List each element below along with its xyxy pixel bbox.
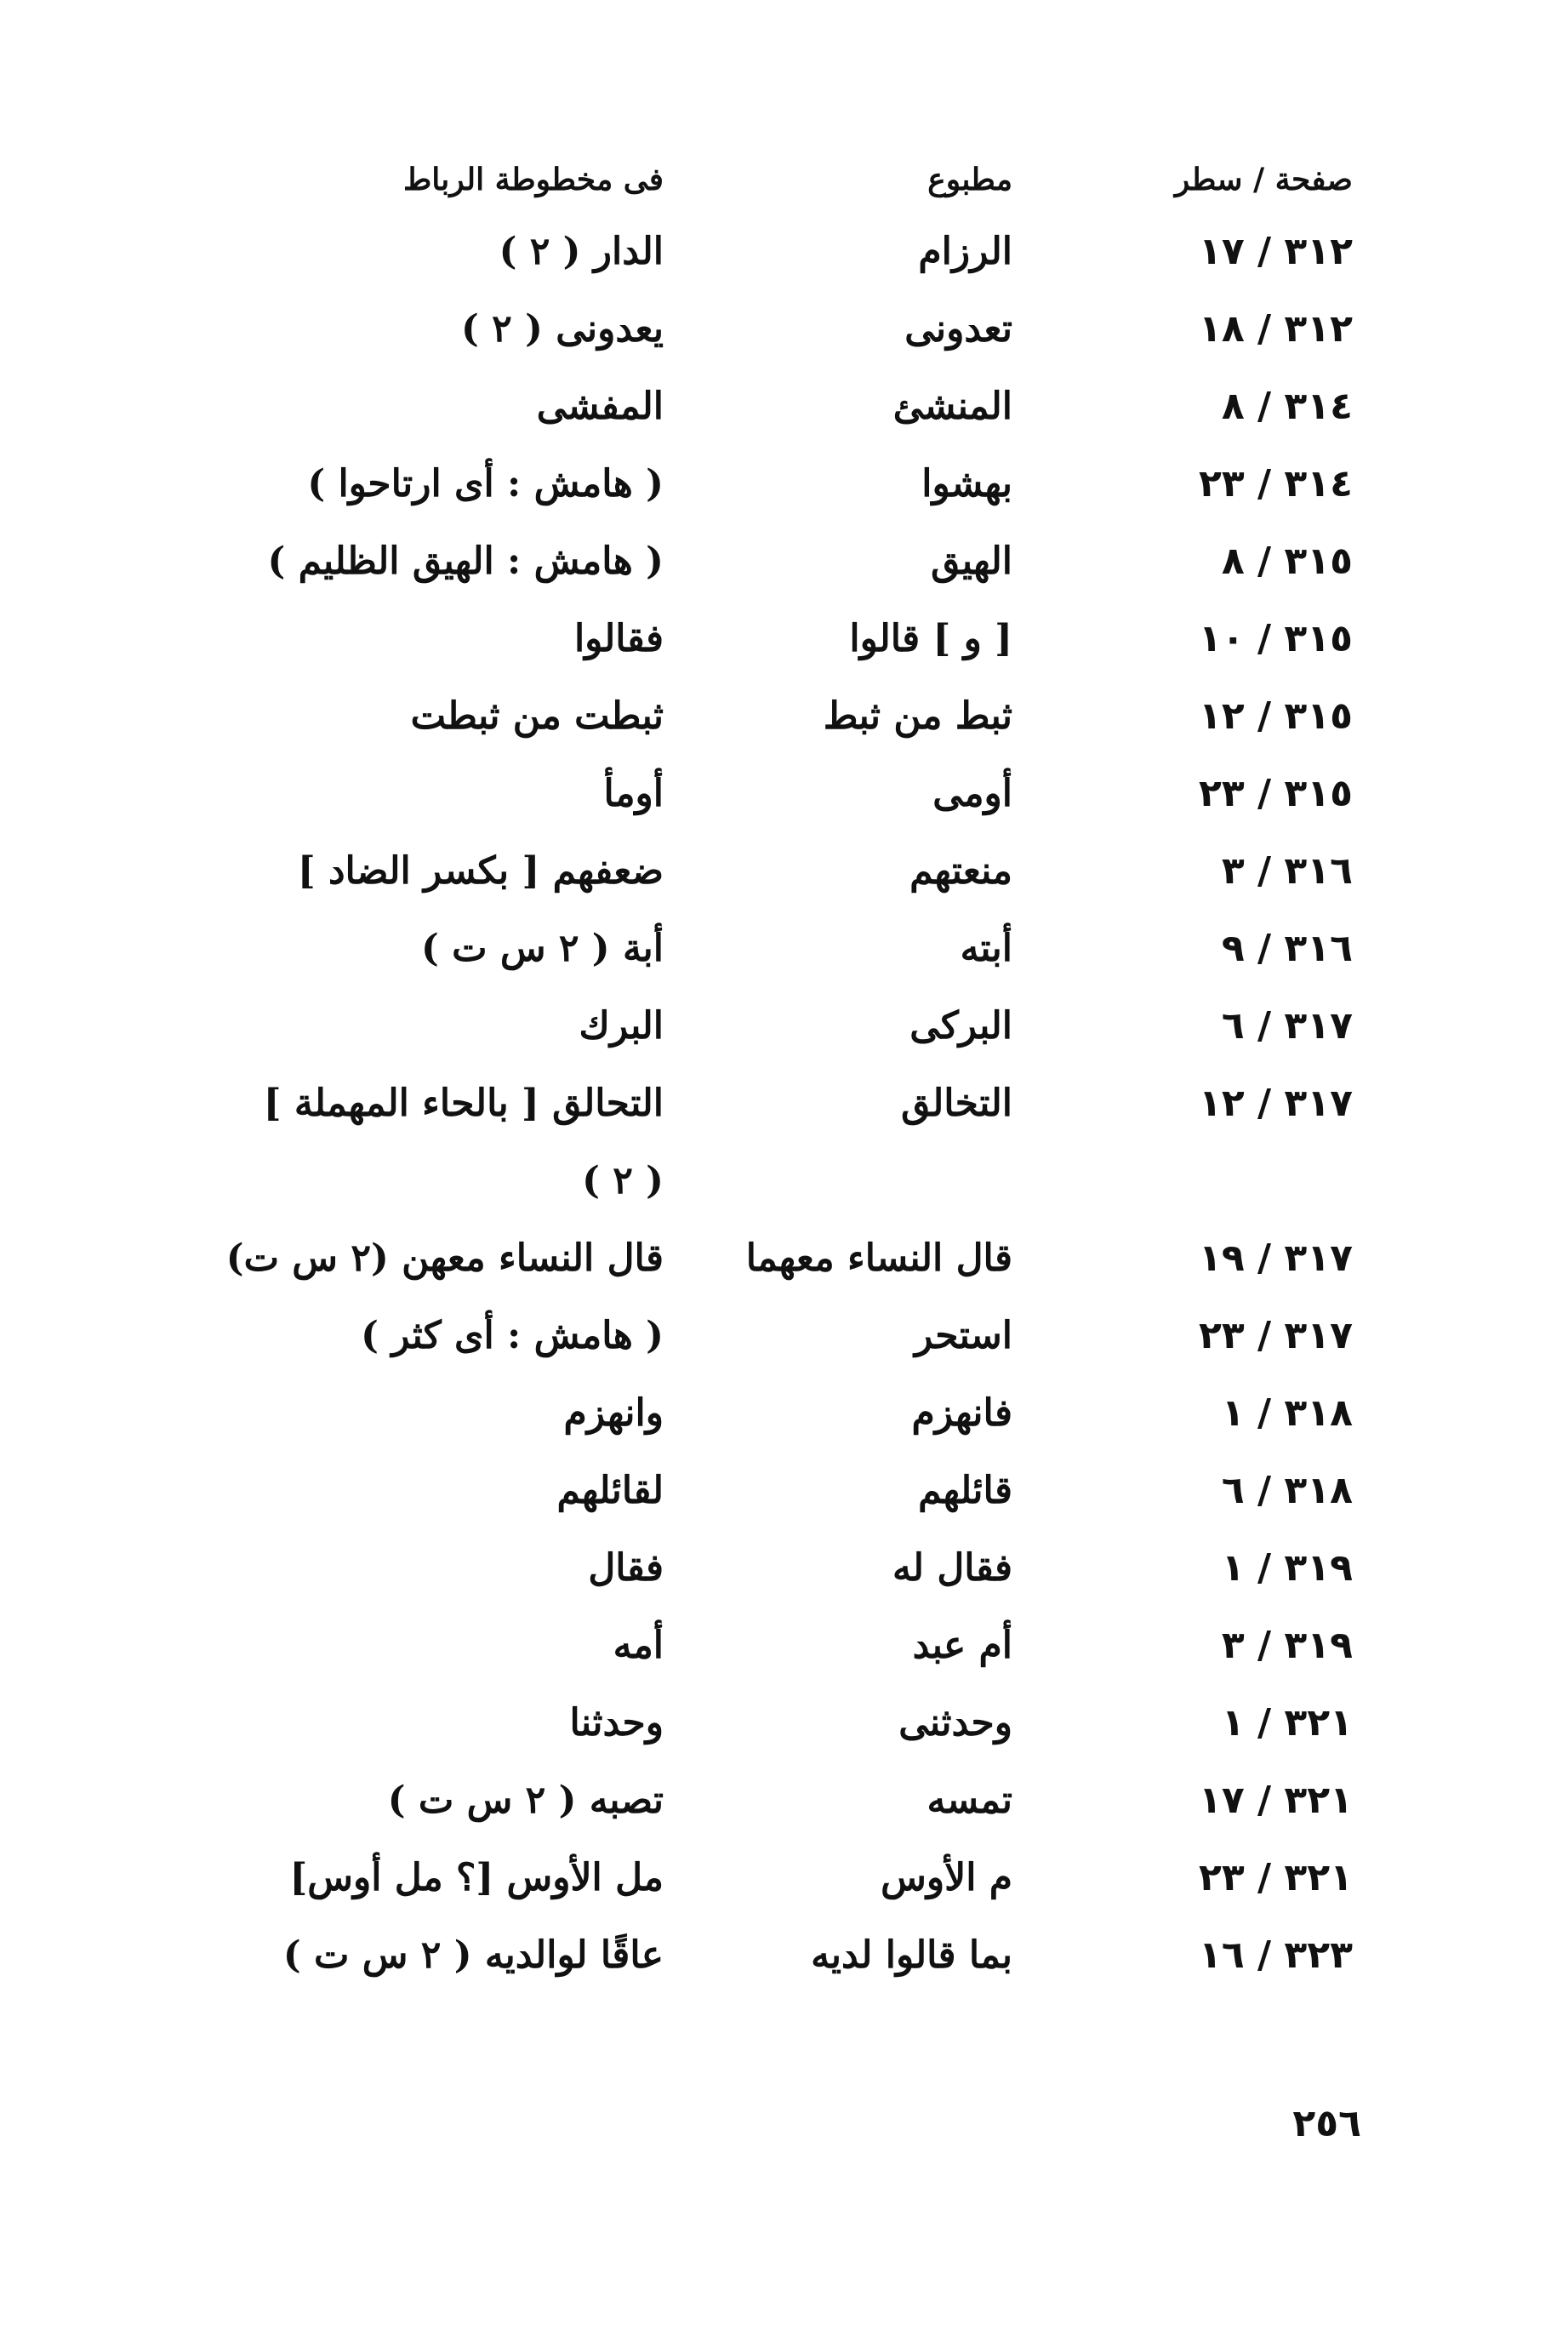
manuscript-reading: ضعفهم [ بكسر الضاد ]	[297, 849, 664, 893]
ref-separator: /	[1244, 617, 1285, 660]
ref-page: ٣١٧	[1284, 1236, 1353, 1280]
row-reference	[1038, 849, 1353, 893]
table-row	[221, 694, 1353, 772]
ref-separator: /	[1244, 1082, 1285, 1125]
ref-page: ٣٢١	[1284, 1779, 1353, 1822]
page-number: ٢٥٦	[1292, 2102, 1361, 2145]
ref-separator: /	[1244, 1004, 1285, 1048]
ref-line: ١٦	[1198, 1933, 1245, 1977]
page-line-ref	[1222, 1391, 1353, 1435]
row-reference	[1038, 1779, 1353, 1822]
row-reference	[1038, 1546, 1353, 1590]
page-line-ref	[1222, 540, 1353, 583]
page-line-ref	[1222, 1469, 1353, 1512]
printed-reading: قال النساء معهما	[745, 1236, 1012, 1280]
page-line-ref	[1199, 772, 1353, 815]
printed-reading: أم عبد	[912, 1624, 1012, 1667]
ref-separator: /	[1244, 1236, 1285, 1280]
manuscript-reading: تصبه ( ٢ س ت )	[387, 1779, 664, 1822]
ref-page: ٣١٤	[1284, 385, 1353, 428]
ref-page: ٣١٩	[1284, 1624, 1353, 1667]
table-row	[221, 462, 1353, 540]
ref-separator: /	[1244, 772, 1285, 815]
row-reference	[1038, 694, 1353, 738]
table-row	[221, 1469, 1353, 1546]
ref-line: ١٢	[1198, 694, 1245, 738]
page-line-ref	[1199, 617, 1353, 660]
ref-separator: /	[1244, 1933, 1285, 1977]
ref-separator: /	[1244, 1856, 1285, 1899]
page-line-ref	[1222, 385, 1353, 428]
ref-separator: /	[1244, 1701, 1285, 1745]
page-line-ref	[1222, 849, 1353, 893]
ref-line: ١٧	[1198, 1779, 1245, 1822]
page-line-ref	[1222, 1546, 1353, 1590]
ref-page: ٣٢١	[1284, 1856, 1353, 1899]
manuscript-reading: فقال	[588, 1546, 664, 1590]
header-manuscript-label: فى مخطوطة الرباط	[403, 162, 664, 197]
ref-line: ١	[1221, 1391, 1245, 1435]
printed-reading: بهشوا	[921, 462, 1012, 505]
ref-line: ٦	[1221, 1004, 1245, 1048]
ref-line: ٩	[1221, 927, 1245, 970]
manuscript-reading: ( ٢ )	[582, 1159, 664, 1202]
manuscript-reading: عاقًا لوالديه ( ٢ س ت )	[282, 1933, 664, 1977]
page-line-ref	[1222, 1004, 1353, 1048]
manuscript-reading: البرك	[579, 1004, 664, 1048]
ref-page: ٣٢٣	[1284, 1933, 1353, 1977]
page-line-ref	[1199, 1314, 1353, 1357]
table-row	[221, 617, 1353, 694]
ref-line: ٣	[1221, 849, 1245, 893]
ref-page: ٣١٧	[1284, 1082, 1353, 1125]
ref-separator: /	[1244, 1391, 1285, 1435]
ref-page: ٣١٦	[1284, 927, 1353, 970]
page-line-ref	[1199, 1236, 1353, 1280]
table-row	[221, 1391, 1353, 1469]
ref-page: ٣١٦	[1284, 849, 1353, 893]
row-reference	[1038, 230, 1353, 273]
ref-line: ٢٣	[1198, 1856, 1245, 1899]
ref-separator: /	[1244, 230, 1285, 273]
ref-line: ٨	[1221, 385, 1245, 428]
header-ref-label: صفحة / سطر	[1174, 162, 1353, 197]
row-reference	[1038, 927, 1353, 970]
table-body	[221, 230, 1353, 2011]
page-line-ref	[1199, 1933, 1353, 1977]
table-row	[221, 772, 1353, 849]
table-row	[221, 540, 1353, 617]
manuscript-reading: قال النساء معهن (٢ س ت)	[225, 1236, 664, 1280]
ref-page: ٣١٥	[1284, 617, 1353, 660]
row-reference	[1038, 1469, 1353, 1512]
table-row	[221, 385, 1353, 462]
page-line-ref	[1222, 927, 1353, 970]
page-line-ref	[1199, 462, 1353, 505]
ref-line: ١	[1221, 1701, 1245, 1745]
page-line-ref	[1199, 230, 1353, 273]
printed-reading: أومى	[932, 772, 1012, 815]
manuscript-reading: المفشى	[536, 385, 664, 428]
ref-line: ٨	[1221, 540, 1245, 583]
printed-reading: تمسه	[927, 1779, 1012, 1822]
printed-reading: أبته	[960, 927, 1012, 970]
printed-reading: البركى	[909, 1004, 1012, 1048]
ref-separator: /	[1244, 1779, 1285, 1822]
ref-page: ٣٢١	[1284, 1701, 1353, 1745]
row-reference	[1038, 385, 1353, 428]
ref-separator: /	[1244, 927, 1285, 970]
table-row	[221, 927, 1353, 1004]
ref-line: ١٨	[1198, 307, 1245, 351]
manuscript-reading: ثبطت من ثبطت	[410, 694, 664, 738]
manuscript-reading: أمه	[613, 1624, 664, 1667]
page-line-ref	[1222, 1701, 1353, 1745]
ref-separator: /	[1244, 1469, 1285, 1512]
ref-line: ٦	[1221, 1469, 1245, 1512]
table-row	[221, 1236, 1353, 1314]
ref-page: ٣١٥	[1284, 772, 1353, 815]
row-reference	[1038, 1933, 1353, 1977]
table-row	[221, 1314, 1353, 1391]
table-row	[221, 1159, 1353, 1236]
ref-separator: /	[1244, 694, 1285, 738]
ref-page: ٣١٥	[1284, 540, 1353, 583]
table-header	[221, 162, 1353, 230]
table-row	[221, 1546, 1353, 1624]
page-line-ref	[1199, 1856, 1353, 1899]
printed-reading: بما قالوا لديه	[811, 1933, 1012, 1977]
page-line-ref	[1222, 1624, 1353, 1667]
row-reference	[1038, 540, 1353, 583]
printed-reading: منعتهم	[909, 849, 1012, 893]
manuscript-reading: لقائلهم	[556, 1469, 664, 1512]
table-row	[221, 230, 1353, 307]
manuscript-reading: ( هامش : أى كثر )	[361, 1314, 664, 1357]
ref-line: ٣	[1221, 1624, 1245, 1667]
ref-page: ٣١٢	[1284, 307, 1353, 351]
manuscript-reading: فقالوا	[573, 617, 664, 660]
ref-page: ٣١٧	[1284, 1314, 1353, 1357]
row-reference	[1038, 1856, 1353, 1899]
table-row	[221, 849, 1353, 927]
ref-separator: /	[1244, 1314, 1285, 1357]
printed-reading: فانهزم	[911, 1391, 1012, 1435]
page-line-ref	[1199, 1779, 1353, 1822]
table-row	[221, 1779, 1353, 1856]
ref-line: ١٧	[1198, 230, 1245, 273]
ref-page: ٣١٢	[1284, 230, 1353, 273]
printed-reading: استحر	[914, 1314, 1012, 1357]
row-reference	[1038, 1391, 1353, 1435]
ref-page: ٣١٨	[1284, 1391, 1353, 1435]
row-reference	[1038, 772, 1353, 815]
table-row	[221, 1933, 1353, 2011]
printed-reading: م الأوس	[881, 1856, 1012, 1899]
row-reference	[1038, 1082, 1353, 1125]
row-reference	[1038, 1624, 1353, 1667]
page-line-ref	[1199, 1082, 1353, 1125]
ref-separator: /	[1244, 462, 1285, 505]
table-row	[221, 307, 1353, 385]
table-row	[221, 1004, 1353, 1082]
page-line-ref	[1199, 307, 1353, 351]
table-row	[221, 1624, 1353, 1701]
printed-reading: الرزام	[918, 230, 1012, 273]
table-row	[221, 1856, 1353, 1933]
page-line-ref	[1199, 694, 1353, 738]
ref-page: ٣١٧	[1284, 1004, 1353, 1048]
manuscript-reading: وحدثنا	[569, 1701, 664, 1745]
header-printed-label: مطبوع	[927, 162, 1012, 197]
row-reference	[1038, 1236, 1353, 1280]
printed-reading: التخالق	[901, 1082, 1012, 1125]
ref-page: ٣١٨	[1284, 1469, 1353, 1512]
ref-separator: /	[1244, 1546, 1285, 1590]
ref-separator: /	[1244, 1624, 1285, 1667]
manuscript-reading: يعدونى ( ٢ )	[461, 307, 664, 351]
ref-line: ١٩	[1198, 1236, 1245, 1280]
manuscript-reading: التحالق [ بالحاء المهملة ]	[263, 1082, 664, 1125]
errata-table	[221, 162, 1353, 2011]
printed-reading: تعدونى	[904, 307, 1012, 351]
ref-line: ٢٣	[1198, 772, 1245, 815]
ref-page: ٣١٤	[1284, 462, 1353, 505]
printed-reading: وحدثنى	[898, 1701, 1012, 1745]
printed-reading: ثبط من ثبط	[823, 694, 1012, 738]
row-reference	[1038, 1701, 1353, 1745]
ref-separator: /	[1244, 385, 1285, 428]
row-reference	[1038, 617, 1353, 660]
manuscript-reading: أومأ	[603, 772, 664, 815]
ref-separator: /	[1244, 849, 1285, 893]
ref-page: ٣١٩	[1284, 1546, 1353, 1590]
table-row	[221, 1082, 1353, 1159]
ref-page: ٣١٥	[1284, 694, 1353, 738]
printed-reading: المنشئ	[892, 385, 1012, 428]
manuscript-reading: أبة ( ٢ س ت )	[420, 927, 664, 970]
manuscript-reading: ( هامش : الهيق الظليم )	[267, 540, 664, 583]
printed-reading: قائلهم	[918, 1469, 1012, 1512]
table-row	[221, 1701, 1353, 1779]
ref-line: ١٢	[1198, 1082, 1245, 1125]
row-reference	[1038, 1314, 1353, 1357]
ref-separator: /	[1244, 540, 1285, 583]
row-reference	[1038, 462, 1353, 505]
ref-line: ٢٣	[1198, 1314, 1245, 1357]
row-reference	[1038, 307, 1353, 351]
manuscript-reading: الدار ( ٢ )	[499, 230, 664, 273]
ref-line: ١	[1221, 1546, 1245, 1590]
ref-line: ٢٣	[1198, 462, 1245, 505]
ref-line: ١٠	[1198, 617, 1245, 660]
manuscript-reading: مل الأوس [؟ مل أوس]	[289, 1856, 664, 1899]
ref-separator: /	[1244, 307, 1285, 351]
printed-reading: [ و ] قالوا	[849, 617, 1012, 660]
row-reference	[1038, 1004, 1353, 1048]
manuscript-reading: وانهزم	[563, 1391, 664, 1435]
printed-reading: الهيق	[931, 540, 1012, 583]
printed-reading: فقال له	[892, 1546, 1012, 1590]
manuscript-reading: ( هامش : أى ارتاحوا )	[307, 462, 664, 505]
